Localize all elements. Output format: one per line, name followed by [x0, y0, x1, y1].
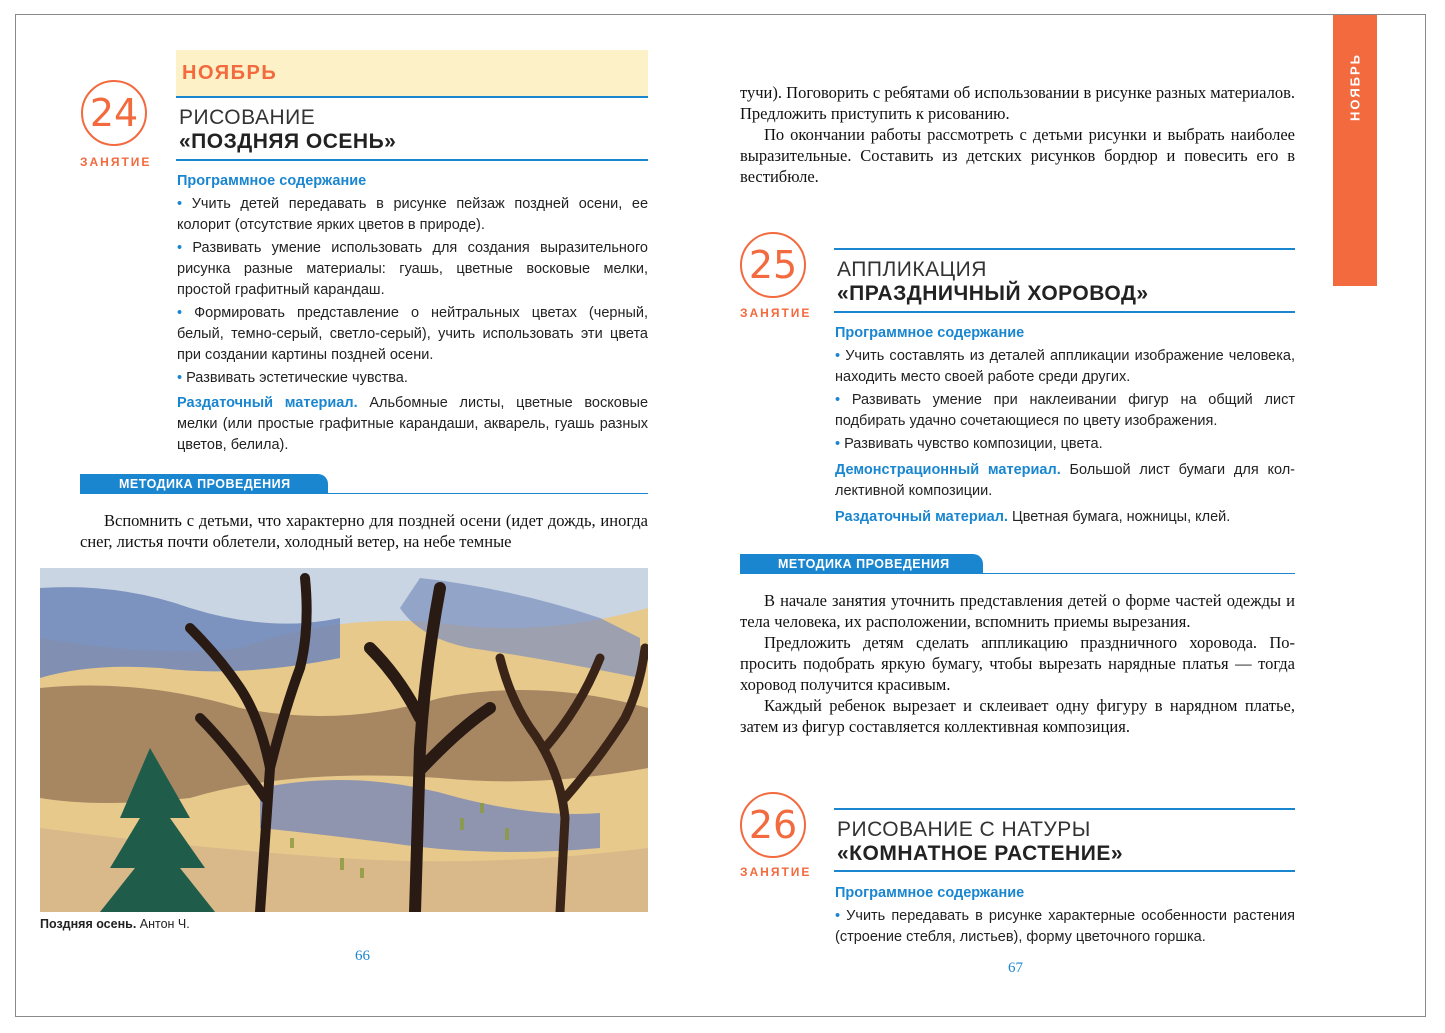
lesson-26-title: «КОМНАТНОЕ РАСТЕНИЕ» — [837, 842, 1124, 865]
bullet-icon: • — [835, 392, 841, 408]
side-tab-text: НОЯБРЬ — [1347, 52, 1363, 122]
lesson-25-top-line — [834, 248, 1295, 250]
program-heading: Программное содержание — [835, 325, 1025, 341]
bullet-icon: • — [835, 908, 841, 924]
lesson-24-method-text — [80, 510, 648, 552]
page-number-left: 66 — [355, 948, 370, 964]
method-heading-line — [740, 573, 1295, 574]
method-heading-text: МЕТОДИКА ПРОВЕДЕНИЯ — [119, 477, 291, 491]
caption-author: Антон Ч. — [139, 917, 190, 931]
bullet-icon: • — [835, 436, 841, 452]
program-heading: Программное содержание — [835, 885, 1025, 901]
lesson-25-bullet-2: Развивать умение при наклеивании фигур на общий лист подбирать удачно сочетающиеся по цвету изображения. — [835, 392, 1295, 429]
handout-text: Цветная бумага, ножницы, клей. — [1011, 509, 1231, 525]
handout-text: Альбомные листы, цветные восковые мелки (или простые графитные карандаши, акварель, гуашь разных цветов, белила). — [177, 395, 649, 453]
demo-label: Демонстрационный материал. — [835, 462, 1061, 478]
lesson-24-title: «ПОЗДНЯЯ ОСЕНЬ» — [179, 130, 397, 153]
continuation-paragraph-2: По окончании работы рассмотреть с детьми рисунки и выбрать наиболее выразительные. Составить из детских рисунков бордюр и повесить его в вестибюле. — [740, 125, 1295, 186]
month-banner-text: НОЯБРЬ — [182, 62, 278, 84]
lesson-24-bullet-4: Развивать эстетические чувства. — [186, 370, 408, 386]
bullet-icon: • — [177, 305, 183, 321]
continuation-paragraph-1: тучи). Поговорить с ребятами об использовании в рисунке разных материалов. Предложить приступить к рисованию. — [740, 83, 1295, 123]
lesson-25-method-text — [740, 590, 1295, 737]
side-tab-month — [1333, 15, 1377, 286]
lesson-24-label: ЗАНЯТИЕ — [80, 155, 152, 169]
painting-late-autumn — [40, 568, 648, 912]
lesson-25-content — [835, 323, 1295, 528]
method-heading-tab — [740, 554, 983, 574]
continuation-text — [740, 82, 1295, 187]
bullet-icon: • — [835, 348, 841, 364]
painting-image — [40, 568, 648, 912]
method-paragraph-3: Каждый ребенок вырезает и склеивает одну фигуру в нарядном платье, затем из фигур составляется коллективная композиция. — [740, 696, 1295, 736]
painting-caption — [40, 917, 190, 931]
program-heading: Программное содержание — [177, 173, 367, 189]
caption-title: Поздняя осень. — [40, 917, 137, 931]
lesson-24-bullet-3: Формировать представление о нейтральных цветах (черный, белый, темно-серый, светло-серый), учить использовать эти цвета при создании картины поздней осени. — [177, 305, 649, 363]
lesson-25-bullet-3: Развивать чувство композиции, цвета. — [844, 436, 1103, 452]
lesson-24-bullet-2: Развивать умение использовать для создания выразительного рисунка разные материалы: гуашь, цветные восковые мелки, простой графитный карандаш. — [177, 240, 648, 298]
lesson-26-bullet-1: Учить передавать в рисунке характерные особенности растения (строение стебля, листьев), форму цветочного горшка. — [835, 908, 1296, 945]
lesson-25-number: 25 — [740, 232, 806, 298]
method-heading-line — [80, 493, 648, 494]
handout-label: Раздаточный материал. — [177, 395, 358, 411]
lesson-26-content — [835, 883, 1295, 948]
month-banner — [176, 50, 648, 96]
demo-text: Большой лист бумаги для коллективной композиции. — [835, 462, 1296, 499]
lesson-24-content — [177, 171, 648, 456]
lesson-26-top-line — [834, 808, 1295, 810]
lesson-24-category: РИСОВАНИЕ — [179, 106, 316, 129]
lesson-26-label: ЗАНЯТИЕ — [740, 865, 812, 879]
lesson-26-title-underline — [834, 870, 1295, 872]
method-paragraph: Вспомнить с детьми, что характерно для поздней осени (идет дождь, иногда снег, листья почти облетели, холодный ветер, на небе темные — [80, 511, 648, 551]
method-paragraph-2: Предложить детям сделать аппликацию праздничного хоровода. Попросить подобрать яркую бумагу, чтобы вырезать нарядные платья — тогда хоровод получится красивым. — [740, 633, 1295, 694]
method-paragraph-1: В начале занятия уточнить представления детей о форме частей одежды и тела человека, их расположении, вспомнить приемы вырезания. — [740, 591, 1295, 631]
lesson-25-bullet-1: Учить составлять из деталей аппликации изображение человека, находить место своей работе среди других. — [835, 348, 1295, 385]
lesson-25-label: ЗАНЯТИЕ — [740, 306, 812, 320]
method-heading-text: МЕТОДИКА ПРОВЕДЕНИЯ — [778, 557, 950, 571]
lesson-24-title-underline — [176, 159, 648, 161]
bullet-icon: • — [177, 196, 183, 212]
lesson-25-title: «ПРАЗДНИЧНЫЙ ХОРОВОД» — [837, 282, 1149, 305]
method-heading-tab — [80, 474, 328, 494]
banner-underline — [176, 96, 648, 98]
page-number-right: 67 — [1008, 960, 1023, 976]
lesson-24-number: 24 — [81, 80, 147, 146]
handout-label: Раздаточный материал. — [835, 509, 1008, 525]
bullet-icon: • — [177, 240, 183, 256]
bullet-icon: • — [177, 370, 183, 386]
lesson-25-title-underline — [834, 311, 1295, 313]
lesson-25-category: АППЛИКАЦИЯ — [837, 258, 987, 281]
lesson-26-number: 26 — [740, 792, 806, 858]
lesson-24-bullet-1: Учить детей передавать в рисунке пейзаж поздней осени, ее колорит (отсутствие ярких цветов в природе). — [177, 196, 649, 233]
lesson-26-category: РИСОВАНИЕ С НАТУРЫ — [837, 818, 1091, 841]
